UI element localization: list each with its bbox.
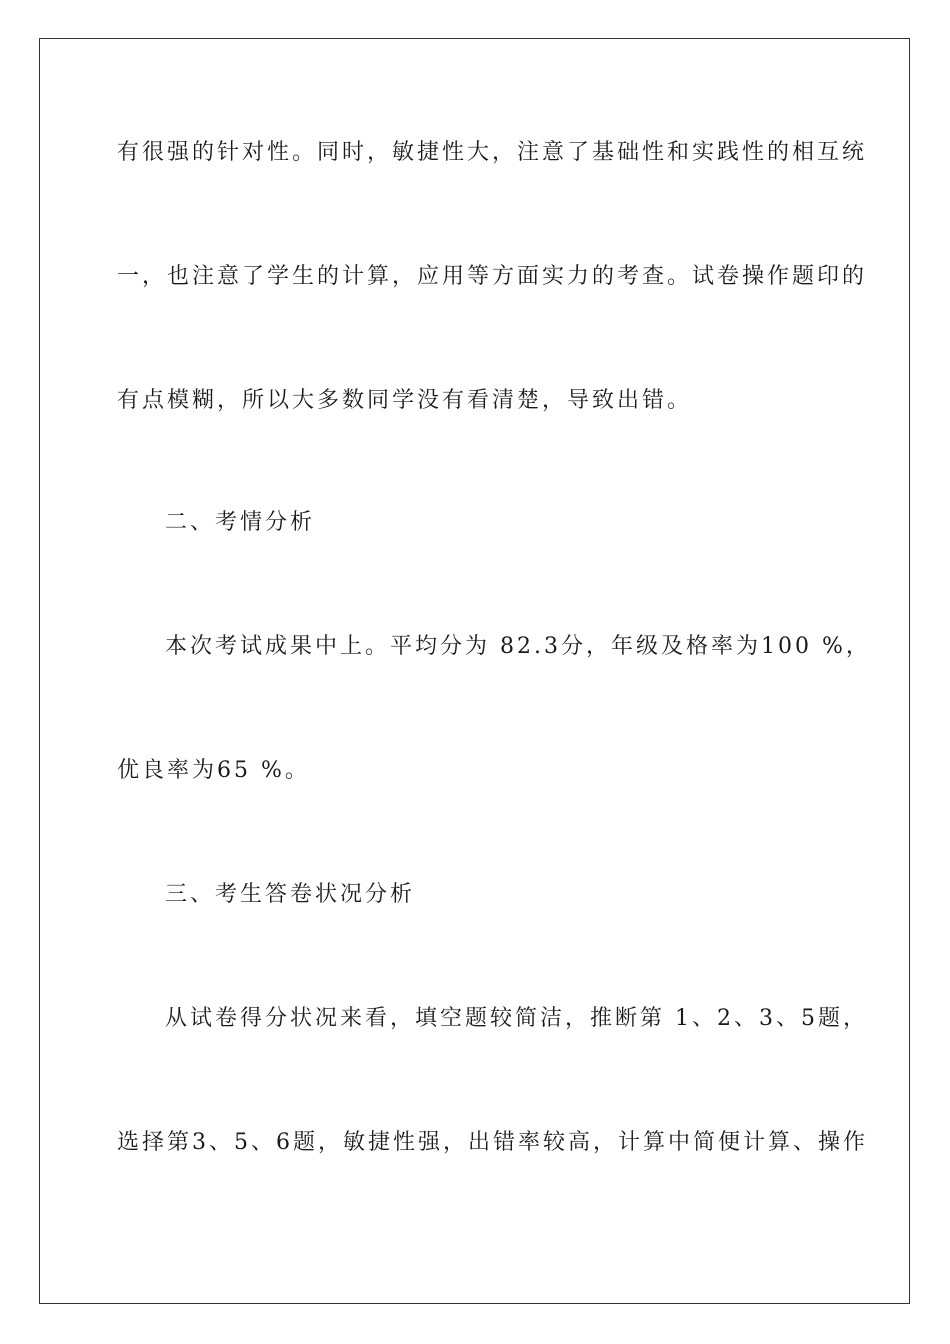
body-text-line: 从试卷得分状况来看，填空题较简洁，推断第 1、2、3、5题， xyxy=(165,1006,868,1031)
page-border xyxy=(39,38,910,1304)
body-text-line: 本次考试成果中上。平均分为 82.3分，年级及格率为100 %， xyxy=(165,634,871,659)
body-text-line: 优良率为65 %。 xyxy=(117,758,310,783)
section-heading: 三、考生答卷状况分析 xyxy=(165,882,416,907)
body-text-line: 有很强的针对性。同时，敏捷性大，注意了基础性和实践性的相互统 xyxy=(117,140,868,165)
body-text-line: 有点模糊，所以大多数同学没有看清楚，导致出错。 xyxy=(117,388,693,413)
body-text-line: 选择第3、5、6题，敏捷性强，出错率较高，计算中简便计算、操作 xyxy=(117,1130,868,1155)
body-text-line: 一，也注意了学生的计算，应用等方面实力的考查。试卷操作题印的 xyxy=(117,264,868,289)
section-heading: 二、考情分析 xyxy=(165,510,316,535)
